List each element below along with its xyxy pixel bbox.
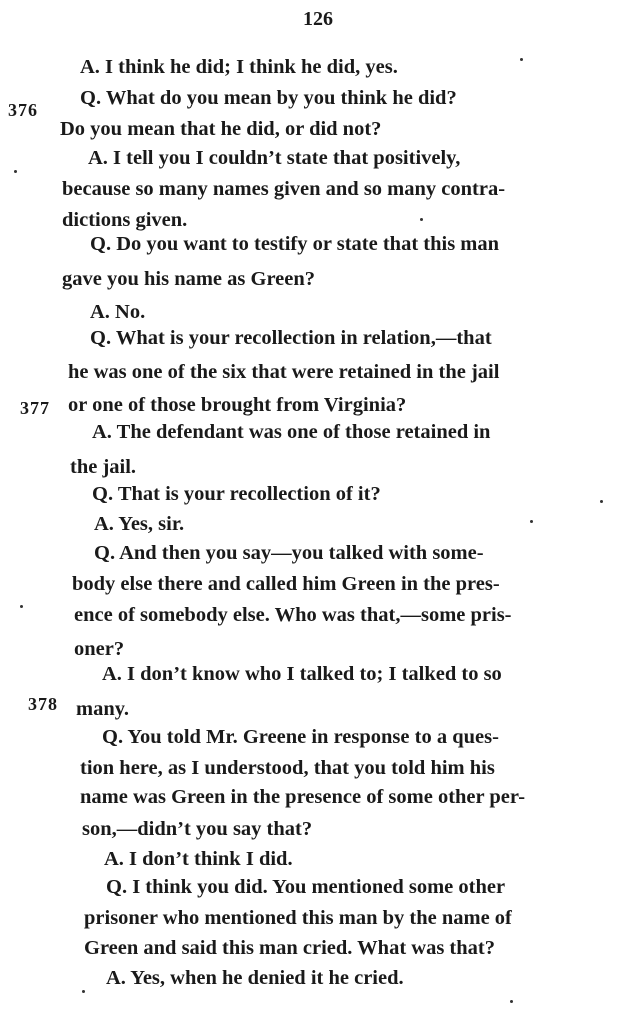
text-line: Q. What do you mean by you think he did? — [80, 87, 457, 109]
text-line: many. — [76, 698, 129, 720]
text-line: the jail. — [70, 456, 137, 478]
text-line: A. The defendant was one of those retained in — [92, 421, 491, 443]
text-line: A. Yes, sir. — [94, 513, 185, 535]
text-line: A. I don’t think I did. — [104, 848, 293, 870]
text-line: oner? — [74, 638, 125, 660]
scan-speck — [520, 58, 523, 61]
text-line: Q. I think you did. You mentioned some other — [106, 876, 506, 898]
text-line: A. Yes, when he denied it he cried. — [106, 967, 404, 989]
text-line: A. I tell you I couldn’t state that positively, — [88, 147, 461, 169]
scan-speck — [82, 990, 85, 993]
text-line: or one of those brought from Virginia? — [68, 394, 407, 416]
text-line: Q. What is your recollection in relation,—that — [90, 327, 492, 349]
text-line: because so many names given and so many contra- — [62, 178, 506, 200]
text-line: Q. Do you want to testify or state that this man — [90, 233, 500, 255]
text-line: Do you mean that he did, or did not? — [60, 118, 382, 140]
text-line: Q. You told Mr. Greene in response to a ques- — [102, 726, 499, 748]
text-line: name was Green in the presence of some other per- — [80, 786, 526, 808]
text-line: gave you his name as Green? — [62, 268, 316, 290]
scan-speck — [510, 1000, 513, 1003]
text-line: he was one of the six that were retained in the jail — [68, 361, 500, 383]
margin-number: 376 — [8, 100, 38, 120]
margin-number: 378 — [28, 694, 58, 714]
scan-speck — [530, 520, 533, 523]
text-line: Q. And then you say—you talked with some- — [94, 542, 484, 564]
text-line: A. No. — [90, 301, 146, 323]
text-line: A. I don’t know who I talked to; I talked to so — [102, 663, 502, 685]
text-line: Green and said this man cried. What was that? — [84, 937, 495, 959]
scan-speck — [420, 218, 423, 221]
margin-number: 377 — [20, 398, 50, 418]
scan-speck — [20, 605, 23, 608]
text-line: A. I think he did; I think he did, yes. — [80, 56, 398, 78]
page-number: 126 — [303, 8, 333, 30]
scan-speck — [600, 500, 603, 503]
scan-speck — [14, 170, 17, 173]
text-line: prisoner who mentioned this man by the name of — [84, 907, 512, 929]
text-line: son,—didn’t you say that? — [82, 818, 313, 840]
text-line: ence of somebody else. Who was that,—some pris- — [74, 604, 512, 626]
text-line: Q. That is your recollection of it? — [92, 483, 381, 505]
text-line: body else there and called him Green in the pres- — [72, 573, 500, 595]
text-line: tion here, as I understood, that you told him his — [80, 757, 495, 779]
text-line: dictions given. — [62, 209, 188, 231]
